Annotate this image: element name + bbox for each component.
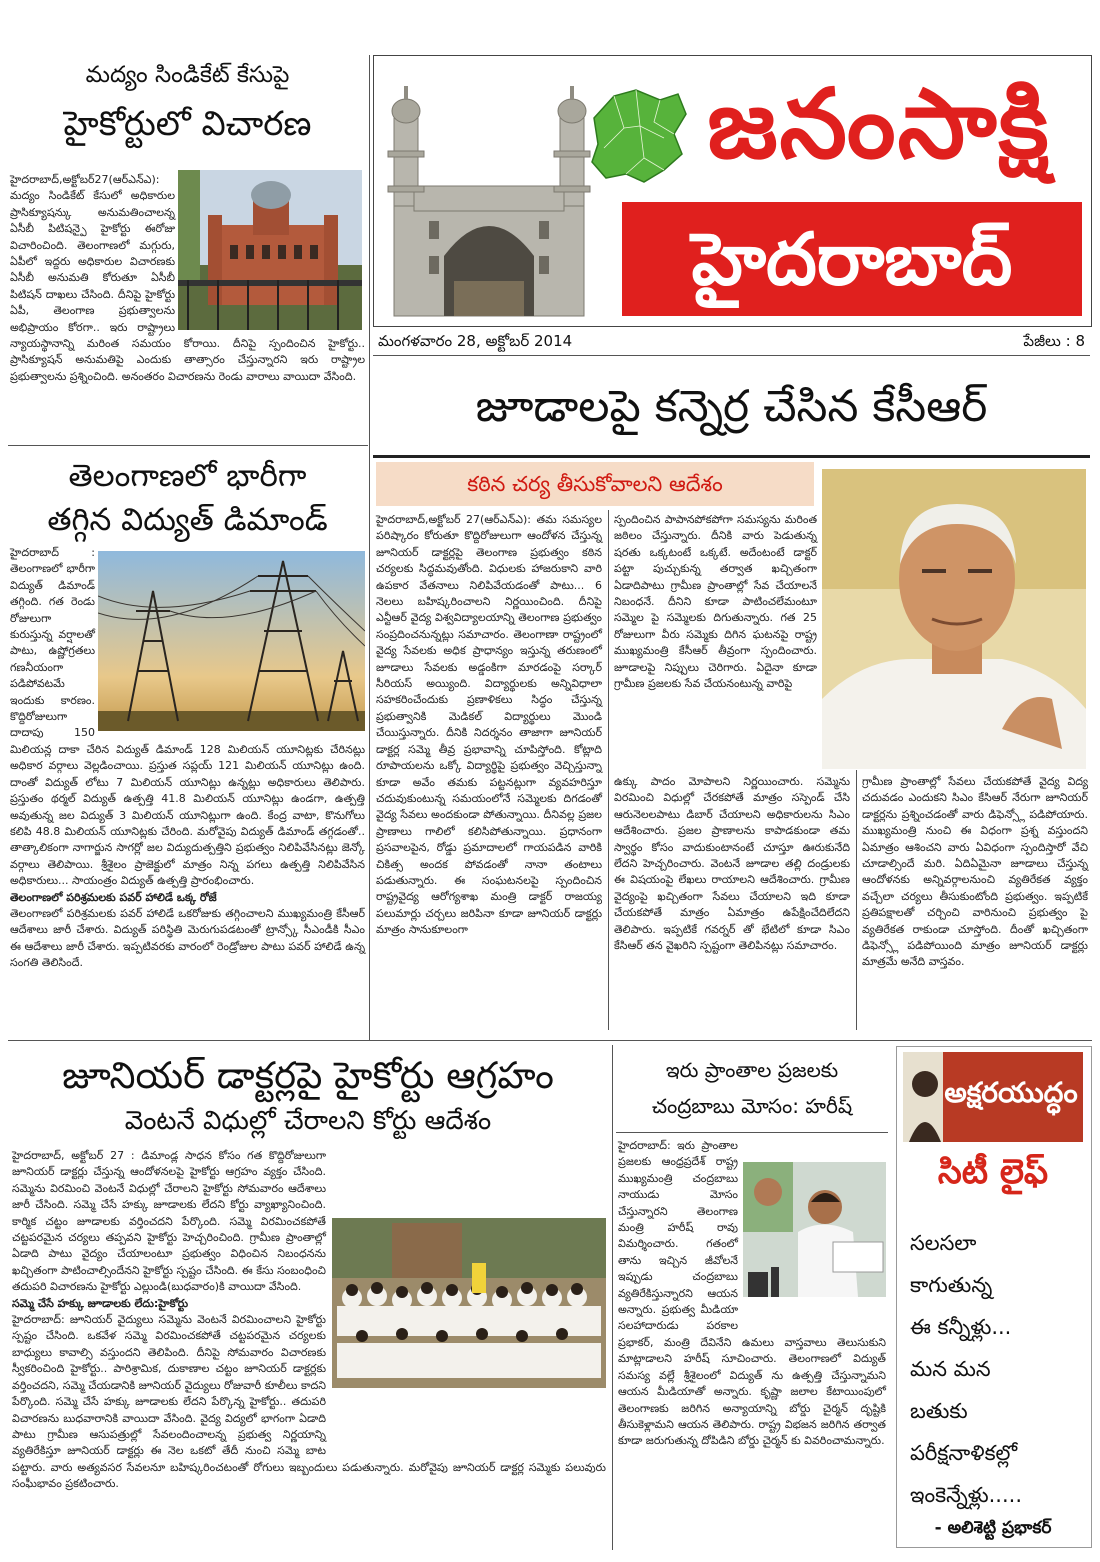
poem-line: కాగుతున్న (910, 1273, 993, 1297)
poem-line: బతుకు (910, 1399, 968, 1423)
story-power-text-a: హైదరాబాద్ : తెలంగాణలో భారీగా విద్యుత్ డిమాండ్ తగ్గింది. గత రెండు రోజులుగా కురుస్తున్న వర్షాలతో పాటు, ఉష్ణోగ్రతలు గణనీయంగా పడిపోవటమే ఇందుకు కారణం. (10, 546, 95, 707)
kcr-col2b: ఉక్కు పాదం మోపాలని నిర్ణయించారు. సమ్మెను విరమించి విధుల్లో చేరకపోతే మాత్రం సస్పెండ్ చేసి ఆరునెలలపాటు డిబార్ చేయాలని అధికారులను సిఎం ఆదేశించారు. ప్రజల ప్రాణాలను కాపాడకుండా తమ స్వార్థం కోసం వాదుకుంటానంటే చూస్తూ ఊరుకునేది లేదని హెచ్చరించారు. వెంటనే జూడాల తల్లి దండ్రులకు ఈ విషయంపై లేఖలు రాయాలని ఆదేశించారు. గ్రామీణ వైద్యంపై ఖచ్చితంగా సేవలు చేయాలని ఇది కూడా చేయకపోతే మాత్రం ఏమాత్రం ఉపేక్షించేదిలేదని తెలిపారు. ఇప్పటికే గవర్నర్ తో భేటిలో కూడా సిఎం కేసిఆర్ తన వైఖరిని స్పష్టంగా తెలిపినట్లు సమాచారం. (614, 775, 850, 953)
poem-line: సలసలా (910, 1231, 977, 1255)
poem-line: ఇంకెన్నేళ్లు..... (910, 1483, 1023, 1507)
power-subhead: తెలంగాణలో పరిశ్రమలకు పవర్ హాలిడే ఒక్క రోజే (10, 890, 217, 904)
story-power-body (10, 545, 365, 1030)
poem-author: - అలిశెట్టి ప్రభాకర్ (934, 1518, 1052, 1538)
story-syndicate-body (10, 170, 365, 438)
masthead-title: జనంసాక్షి (707, 68, 1051, 180)
kcr-subheadline: కఠిన చర్య తీసుకోవాలని ఆదేశం (467, 472, 723, 496)
story-syndicate-text-a: హైదరాబాద్,అక్టోబర్27(ఆర్ఎన్ఎ): మద్యం సిండికేట్ కేసులో అధికారుల ప్రాసిక్యూషన్కు అనుమతించాలన్న ఏసీబీ పిటిషన్పై హైకోర్టు ఈరోజు విచారించింది. తెలంగాణలో మగ్గురు, ఏపీలో ఇద్దరు అధికారుల విచారణకు ఏసీబీ అనుమతి కోరుతూ ఏసీబీ పిటిషన్ దాఖలు చేసింది. దీనిపై హైకోర్టు ఏపీ, తెలంగాణ ప్రభుత్వాలను అభిప్రాయం కోరగా.. (10, 173, 175, 334)
story-jd-text-a: హైదరాబాద్, అక్టోబర్ 27 : డిమాండ్ల సాధన కోసం గత కొద్దిరోజులుగా జూనియర్ డాక్టర్లు చేస్తున్న ఆందోళనలపై హైకోర్టు ఆగ్రహం వ్యక్తం చేసింది. సమ్మెను విరమించి వెంటనే విధుల్లో చేరాలని హైకోర్టు సోమవారం ఆదేశాలు జారీ చేసింది. సమ్మె చేసే హక్కు జూడాలకు లేదని కోర్టు వ్యాఖ్యానించింది. కార్మిక చట్టం జూడాలకు వర్తించదని పేర్కొంది. సమ్మె విరమించకపోతే చట్టపరమైన చర్యలు తప్పవని హైకోర్టు హెచ్చరించింది. గ్రామీణ ప్రాంతాల్లో ఏడాది పాటు వైద్యం చేయాలంటూ ప్రభుత్వం విధించిన నిబంధనను ఖచ్చితంగా పాటించాల్సిందేనని హైకోర్టు స్పష్టం చేసింది. ఈ కేసు సంబంధించి తదుపరి విచారణను హైకోర్టు ఎల్లుండి(బుధవారం)కి వాయిదా వేసింది. (12, 1149, 326, 1294)
charminar-image (374, 56, 604, 326)
story-harish-text-b: తాను ఇచ్చిన జీవోలనే ఇప్పుడు చంద్రబాబు వ్యతిరేకిస్తున్నారని ఆయన అన్నారు. ప్రభుత్వ మీడియా సలహాదారుడు పరకాల ప్రభాకర్, మంత్రి దేవినేని ఉమలు వాస్తవాలు తెలుసుకుని మాట్లాడాలని హరీష్ సూచించారు. తెలంగాణలో విద్యుత్ సమస్య వల్లే శ్రీశైలంలో విద్యుత్ ను ఉత్పత్తి చేస్తున్నామని ఆయన మీడియాతో అన్నారు. కృష్ణా జలాల కేటాయింపులో తెలంగాణకు జరిగిన అన్యాయాన్ని బోర్డు చైర్మన్ దృష్టికి తీసుకెళ్లామని ఆయన తెలిపారు. రాష్ట్ర విభజన జరిగిన తర్వాత కూడా జరుగుతున్న దోపిడిని బోర్డు చైర్మన్ కు వివరించామన్నారు. (618, 1253, 886, 1448)
poem-banner (903, 1052, 1083, 1142)
story-harish-body (618, 1138, 886, 1552)
story-jd-text (12, 1148, 606, 1493)
kcr-col1: హైదరాబాద్,అక్టోబర్ 27(ఆర్ఎన్ఎ): తమ సమస్యల పరిష్కారం కోరుతూ కొద్దిరోజులుగా ఆందోళన చేస్తున్న జూనియర్ డాక్టర్లపై తెలంగాణ ప్రభుత్వం కఠిన చర్యలకు సిద్ధమవుతోంది. విధులకు హాజరుకాని వారి ఉపకార వేతనాలు నిలిపివేయడంతో పాటు... 6 నెలలు బహిష్కరించాలని నిర్ణయించింది. దీనిపై ఎన్టీఆర్ వైద్య విశ్వవిద్యాలయాన్ని తెలంగాణ ప్రభుత్వం సంప్రదించనున్నట్లు సమాచారం. తెలంగాణా రాష్ట్రంలో వైద్య సేవలకు అధిక ప్రాధాన్యం ఇస్తున్న తరుణంలో జూడాలు సేవలకు అడ్డంకిగా మారడంపై సర్కార్ సీరియస్ అయ్యింది. విద్యార్థులకు అన్నివిధాలా సహకరించేందుకు ప్రణాళికలు సిద్ధం చేస్తున్న ప్రభుత్వానికి మెడికల్ విద్యార్థులు మొండి చేయిస్తున్నారు. దీనికి నిదర్శనం తాజాగా జూనియర్ డాక్టర్ల సమ్మె తీవ్ర ప్రభావాన్ని చూపిస్తోంది. కోట్లాది రూపాయలను ఒక్కో విద్యార్థిపై ప్రభుత్వం వెచ్చిస్తున్నా కూడా అవేం తమకు పట్టనట్లుగా వ్యవహరిస్తూ చదువుకుంటున్న సమయంలోనే సమ్మెలకు దిగడంతో వైద్య సేవలు అందకుండా పోతున్నాయి. దీనివల్ల ప్రజల ప్రాణాలు గాలిలో కలిసిపోతున్నాయి. ప్రధానంగా ప్రసవాలపైన, రోడ్డు ప్రమాదాలలో గాయపడిన వారికి చికిత్స అందక పోవడంతో నానా తంటాలు పడుతున్నారు. ఈ సంఘటనలపై స్పందించిన రాష్ట్రవైద్య ఆరోగ్యశాఖ మంత్రి డాక్టర్ రాజయ్య పలుమార్లు చర్చలు జరిపినా కూడా జూనియర్ డాక్టర్లు మాత్రం సానుకూలంగా (376, 513, 602, 937)
poem-title: సిటీ లైఫ్ (937, 1152, 1049, 1192)
story-harish-text (618, 1138, 886, 1450)
headline-syndicate: హైకోర్టులో విచారణ (63, 104, 312, 144)
jd-subhead: సమ్మె చేసే హక్కు జూడాలకు లేదు:హైకోర్టు (12, 1296, 189, 1310)
masthead-subtitle: హైదరాబాద్ (691, 217, 1013, 301)
poem-banner-text: అక్షరయుద్ధం (944, 1076, 1078, 1109)
story-power-text-c: తెలంగాణలో పరిశ్రమలకు పవర్ హాలిడే ఒకరోజుకు తగ్గించాలని ముఖ్యమంత్రి కేసీఆర్ ఆదేశాలు జారీ చేశారు. విద్యుత్ పరిస్థితి మెరుగుపడటంతో ట్రాన్స్కో సీఎండీకి సీఎం ఈ ఆదేశాలు జారీ చేశారు. ఇప్పటివరకు వారంలో రెండ్రోజుల పాటు పవర్ హాలిడే ఉన్న సంగతి తెలిసిందే. (10, 906, 365, 970)
story-power-text (10, 545, 365, 972)
story-syndicate-text-b: ఇరు రాష్ట్రాలు న్యాయస్థానాన్ని మరింత సమయం కోరాయి. దీనిపై స్పందించిన హైకోర్టు.. ప్రాసిక్యూషన్ అనుమతిపై ఎందుకు తాత్సారం చేస్తున్నారని ఇరు రాష్ట్రాల ప్రభుత్వాలను ప్రశ్నించింది. అనంతరం విచారణను రెండు వారాలు వాయిదా వేసింది. (10, 320, 365, 383)
story-harish-text-a: హైదరాబాద్: ఇరు ప్రాంతాల ప్రజలకు ఆంధ్రప్రదేశ్ రాష్ట్ర ముఖ్యమంత్రి చంద్రబాబు నాయుడు మోసం చేస్తున్నారని తెలంగాణ మంత్రి హరీష్ రావు విమర్శించారు. గతంలో (618, 1139, 738, 1251)
story-jd-body (12, 1148, 606, 1552)
headline-kcr: జూడాలపై కన్నెర్ర చేసిన కేసీఆర్ (475, 381, 988, 432)
headline-jd-court: జూనియర్ డాక్టర్లపై హైకోర్టు ఆగ్రహం (62, 1054, 554, 1097)
kcr-col2a: స్పందించిన పాపానపోకపోగా సమస్యను మరింత జఠిలం చేస్తున్నారు. దీనికి వారు పెడుతున్న షరతు ఒక్కటంటే ఒక్కటే. అదేంటంటే డాక్టర్ పట్టా పుచ్చుకున్న తర్వాత ఖచ్చితంగా ఏడాదిపాటు గ్రామీణ ప్రాంతాల్లో సేవ చేయాలనే నిబంధనే. దీనిని కూడా పాటించలేమంటూ సమ్మెల పై సమ్మెలకు దిగుతున్నారు. గత 25 రోజులుగా వీరు సమ్మెకు దిగిన ఘటనపై రాష్ట్ర ముఖ్యమంత్రి కేసీఆర్ తీవ్రంగా స్పందించారు. జూడాలపై నిప్పులు చెరిగారు. ఏదైనా కూడా గ్రామీణ ప్రజలకు సేవ చేయనంటున్న వారిపై (614, 513, 817, 691)
headline-power-2: తగ్గిన విద్యుత్ డిమాండ్ (47, 502, 328, 538)
poem-line: పరీక్షనాళికల్లో (910, 1441, 1018, 1465)
story-syndicate-text (10, 172, 365, 385)
kcr-photo (822, 469, 1086, 769)
story-power-text-b: కొద్దిరోజులుగా దాదాపు 150 మిలియన్ల దాకా చేరిన విద్యుత్ డిమాండ్ 128 మిలియన్ యూనిట్లకు చేరినట్లు అధికార వర్గాలు వెల్లడించాయి. ప్రస్తుత సప్లయ్ 121 మిలియన్ యూనిట్లు ఉంది. దాంతో విద్యుత్ లోటు 7 మిలియన్ యూనిట్లు ఉన్నట్లు అధికారులు తెలిపారు. ప్రస్తుతం థర్మల్ విద్యుత్ ఉత్పత్తి 41.8 మిలియన్ యూనిట్లు ఉండగా, ఉత్పత్తి అవుతున్న జల విద్యుత్ 3 మిలియన్ యూనిట్లుగా ఉంది. కేంద్ర వాటా, కొనుగోలు కలిపి 48.8 మిలియన్ యూనిట్లకు చేరింది. మరోవైపు విద్యుత్ డిమాండ్ తగ్గడంతో.. తాత్కాలికంగా నాగార్జున సాగర్లో జల విద్యుదుత్పత్తిని ప్రభుత్వం నిలిపివేసినట్లు జెన్కో వర్గాలు తెలిపాయి. శ్రీశైలం ప్రాజెక్టులో మాత్రం నిన్న పగలు ఉత్పత్తి నిలిపివేసిన అధికారులు... సాయంత్రం విద్యుత్ ఉత్పత్తి ప్రారంభించారు. (10, 710, 365, 888)
kicker-syndicate: మద్యం సిండికేట్ కేసుపై (85, 62, 290, 88)
poem-lines (910, 1222, 1086, 1516)
poem-line: ఈ కన్నీళ్లు... (910, 1315, 1012, 1339)
masthead (373, 55, 1092, 327)
kcr-col3: గ్రామీణ ప్రాంతాల్లో సేవలు చేయకపోతే వైద్య విద్య చదువడం ఎందుకని సిఎం కేసిఆర్ నేరుగా జూనియర్ డాక్టర్లను ప్రశ్నించడంతో వారు డిఫెన్స్లో పడిపోయారు. ముఖ్యమంత్రి నుంచి ఈ విధంగా ప్రశ్న వస్తుందని ఏమాత్రం ఆశించని వారు ఏవిధంగా స్పందిస్తారో వేచి చూడాల్సిందే మరి. ఏదిఏమైనా జూడాలు చేస్తున్న ఆందోళనకు అన్నివర్గాలనుంచి వ్యతిరేకత వ్యక్తం వచ్చేలా చర్యలు తీసుకుంటోంది ప్రభుత్వం. ఇప్పటికే ప్రతిపక్షాలతో చర్చించి వారినుంచి ప్రభుత్వం పై వ్యతిరేకత రాకుండా చూస్తోంది. దీంతో ఖచ్చితంగా డిఫెన్స్లో పడిపోయింది మాత్రం జూనియర్ డాక్టర్లు మాత్రమే అనేది వాస్తవం. (862, 775, 1088, 969)
issue-date: మంగళవారం 28, అక్టోబర్ 2014 (378, 332, 573, 350)
subheadline-jd-court: వెంటనే విధుల్లో చేరాలని కోర్టు ఆదేశం (124, 1106, 492, 1136)
headline-harish-1: ఇరు ప్రాంతాల ప్రజలకు (665, 1058, 839, 1082)
story-jd-text-b: హైదరాబాద్: జూనియర్ వైద్యులు సమ్మెను వెంటనే విరమించాలని హైకోర్టు స్పష్టం చేసింది. ఒకవేళ సమ్మె విరమించకపోతే చట్టపరమైన చర్యలకు బాధ్యులు కావాల్సి వస్తుందని తెలిపింది. దీనిపై సోమవారం విచారణకు స్వీకరించింది హైకోర్టు.. పారిశ్రామిక, దుకాణాల చట్టం జూనియర్ డాక్టర్లకు వర్తించదని, సమ్మె చేయడానికి జూనియర్ వైద్యులు రోజువారీ కూలీలు కాదని పేర్కొంది. సమ్మె చేసే హక్కు జూడాలకు లేదని పేర్కొన్న హైకోర్టు.. తదుపరి విచారణను బుధవారానికి వాయిదా వేసింది. వైద్య విద్యలో భాగంగా ఏడాది పాటు గ్రామీణ ఆసుపత్రుల్లో సేవలందించాలన్న ప్రభుత్వ నిర్ణయాన్ని వ్యతిరేకిస్తూ జూనియర్ డాక్టర్లు ఈ నెల ఒకటో తేదీ నుంచి సమ్మె బాట పట్టారు. వారు అత్యవసర సేవలనూ బహిష్కరించటంతో రోగులు ఇబ్బందులు పడుతున్నారు. మరోవైపు జూనియర్ డాక్టర్ల సమ్మెకు పలువురు సంఘీభావం ప్రకటించారు. (12, 1313, 606, 1491)
headline-power-1: తెలంగాణలో భారీగా (68, 458, 307, 494)
page-count: పేజీలు : 8 (1023, 332, 1085, 350)
poem-line: మన మన (910, 1357, 991, 1381)
headline-harish-2: చంద్రబాబు మోసం: హరీష్ (651, 1094, 853, 1118)
